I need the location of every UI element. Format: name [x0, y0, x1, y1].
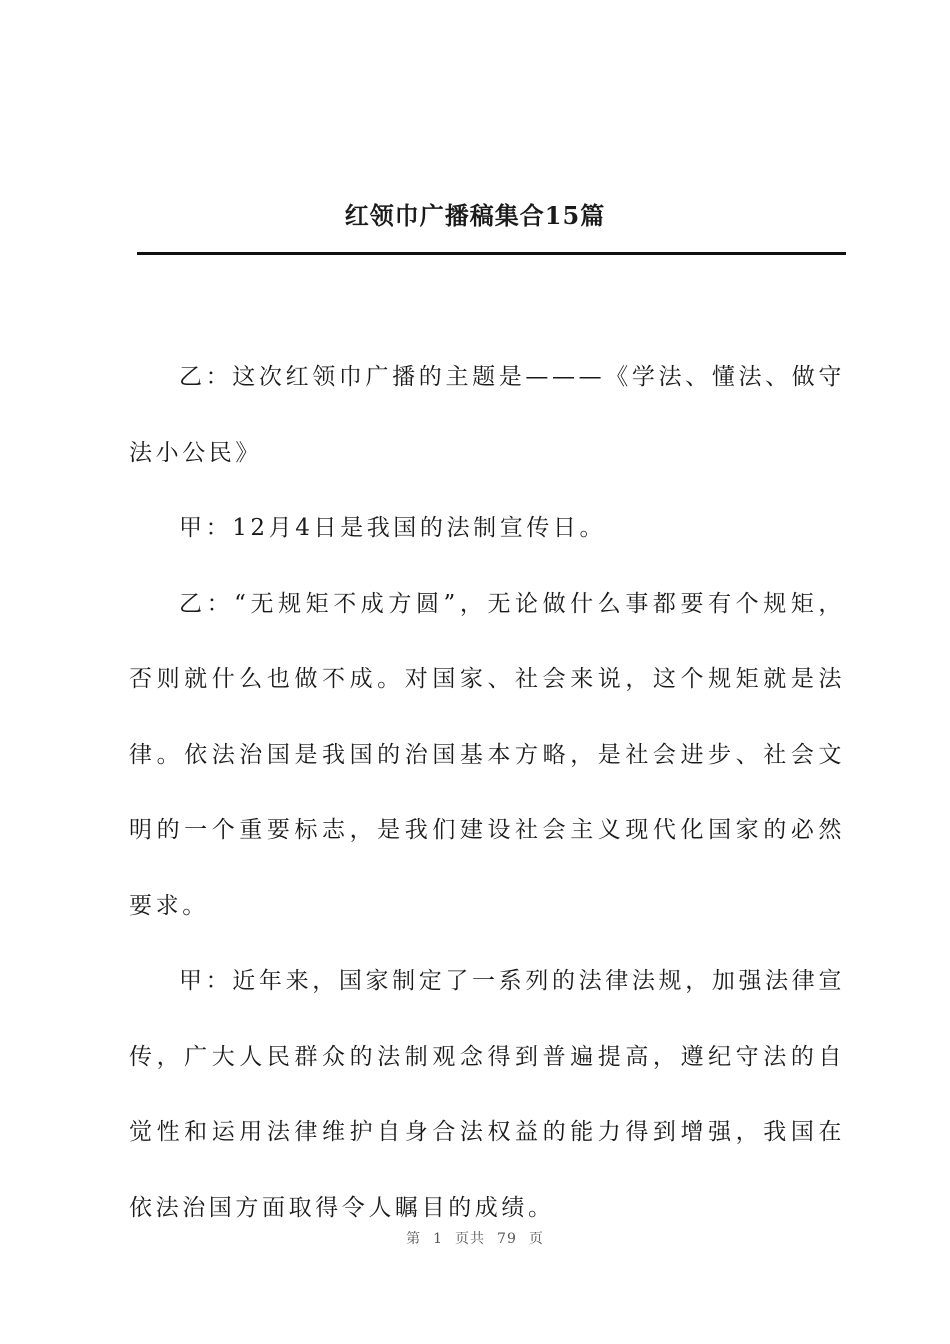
paragraph: 乙：这次红领巾广播的主题是———《学法、懂法、做守法小公民》	[129, 364, 845, 466]
footer-label-page-of: 页共	[455, 1231, 486, 1247]
paragraph: 甲：12月4日是我国的法制宣传日。	[179, 515, 607, 541]
paragraph: 乙：“无规矩不成方圆”，无论做什么事都要有个规矩，否则就什么也做不成。对国家、社会来说，这个规矩就是法律。依法治国是我国的治国基本方略，是社会进步、社会文明的一个重要标志，是我们建设社会主义现代化国家的必然要求。	[129, 590, 845, 919]
footer-label-page: 第	[406, 1231, 422, 1247]
title-divider	[137, 252, 846, 255]
document-body	[129, 340, 845, 1246]
footer-total-pages: 79	[497, 1231, 517, 1247]
page-footer	[0, 1228, 950, 1248]
footer-label-pages: 页	[528, 1231, 544, 1247]
footer-current-page: 1	[433, 1231, 444, 1247]
document-title: 红领巾广播稿集合15篇	[344, 201, 606, 230]
paragraph: 甲：近年来，国家制定了一系列的法律法规，加强法律宣传，广大人民群众的法制观念得到普遍提高，遵纪守法的自觉性和运用法律维护自身合法权益的能力得到增强，我国在依法治国方面取得令人瞩目的成绩。	[129, 968, 845, 1221]
